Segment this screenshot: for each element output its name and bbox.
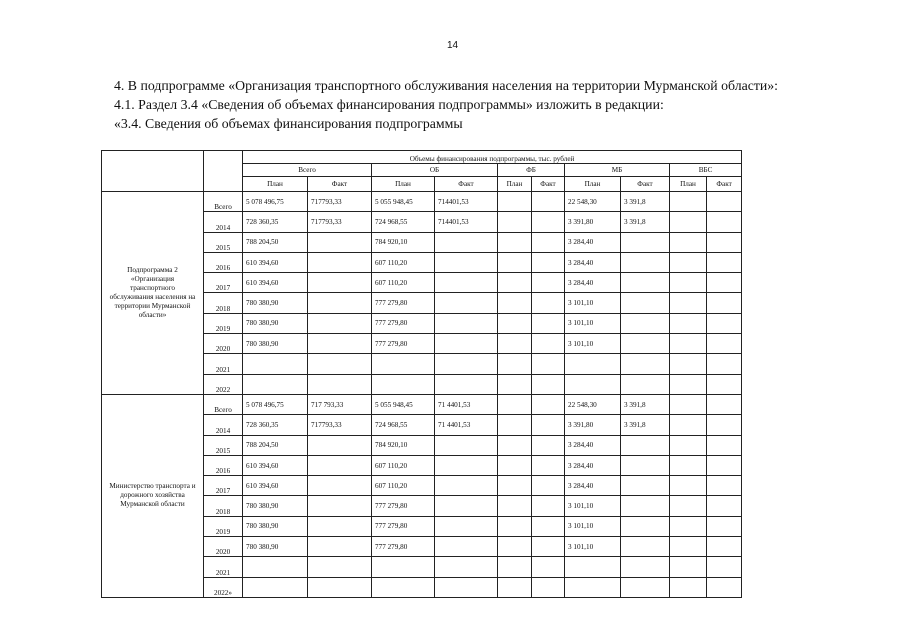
value-cell: 717 793,33	[308, 394, 372, 414]
value-cell: 3 101,10	[565, 293, 621, 313]
value-cell	[532, 232, 565, 252]
value-cell: 714401,53	[435, 192, 498, 212]
year-cell: 2016	[204, 455, 243, 475]
value-cell: 3 391,8	[621, 394, 670, 414]
value-cell	[498, 394, 532, 414]
header-corner	[102, 151, 204, 192]
value-cell: 717793,33	[308, 212, 372, 232]
value-cell	[670, 252, 707, 272]
value-cell	[565, 577, 621, 597]
value-cell	[670, 455, 707, 475]
value-cell: 3 391,80	[565, 212, 621, 232]
value-cell: 71 4401,53	[435, 394, 498, 414]
value-cell	[498, 415, 532, 435]
value-cell	[532, 192, 565, 212]
value-cell	[621, 516, 670, 536]
value-cell	[532, 577, 565, 597]
value-cell	[435, 313, 498, 333]
header-group-total: Всего	[243, 164, 372, 177]
value-cell	[435, 374, 498, 394]
value-cell	[532, 354, 565, 374]
value-cell: 714401,53	[435, 212, 498, 232]
value-cell: 777 279,80	[372, 313, 435, 333]
value-cell	[435, 516, 498, 536]
value-cell: 3 391,80	[565, 415, 621, 435]
intro-text	[114, 76, 874, 133]
value-cell	[435, 273, 498, 293]
value-cell	[621, 252, 670, 272]
value-cell	[532, 334, 565, 354]
value-cell	[498, 557, 532, 577]
value-cell	[670, 293, 707, 313]
year-cell: 2017	[204, 476, 243, 496]
value-cell: 784 920,10	[372, 232, 435, 252]
header-group-ob: ОБ	[372, 164, 498, 177]
value-cell	[308, 476, 372, 496]
value-cell	[621, 273, 670, 293]
value-cell	[621, 496, 670, 516]
value-cell	[621, 455, 670, 475]
value-cell	[707, 252, 742, 272]
value-cell	[308, 334, 372, 354]
value-cell	[308, 293, 372, 313]
value-cell	[308, 577, 372, 597]
value-cell	[621, 232, 670, 252]
value-cell	[707, 394, 742, 414]
value-cell	[308, 354, 372, 374]
year-cell: Всего	[204, 394, 243, 414]
intro-line-1: 4. В подпрограмме «Организация транспортного обслуживания населения на территории Мурманской области»:	[114, 78, 778, 93]
value-cell	[532, 557, 565, 577]
value-cell	[532, 435, 565, 455]
value-cell	[707, 212, 742, 232]
value-cell	[532, 293, 565, 313]
header-row-main	[102, 151, 742, 164]
value-cell	[498, 455, 532, 475]
value-cell	[707, 516, 742, 536]
value-cell	[435, 476, 498, 496]
value-cell: 780 380,90	[243, 334, 308, 354]
value-cell: 780 380,90	[243, 537, 308, 557]
value-cell: 724 968,55	[372, 212, 435, 232]
header-plan: План	[372, 177, 435, 192]
value-cell	[532, 415, 565, 435]
year-cell: 2018	[204, 496, 243, 516]
header-fact: Факт	[308, 177, 372, 192]
value-cell	[243, 557, 308, 577]
value-cell	[308, 516, 372, 536]
value-cell	[670, 212, 707, 232]
value-cell	[670, 496, 707, 516]
value-cell	[707, 273, 742, 293]
year-cell: 2020	[204, 334, 243, 354]
value-cell: 71 4401,53	[435, 415, 498, 435]
value-cell	[532, 516, 565, 536]
value-cell	[498, 354, 532, 374]
value-cell	[532, 313, 565, 333]
value-cell	[670, 476, 707, 496]
year-cell: 2018	[204, 293, 243, 313]
value-cell: 3 284,40	[565, 232, 621, 252]
value-cell: 3 101,10	[565, 334, 621, 354]
value-cell	[532, 252, 565, 272]
value-cell: 3 391,8	[621, 192, 670, 212]
year-cell: 2020	[204, 537, 243, 557]
value-cell	[308, 557, 372, 577]
header-group-mb: МБ	[565, 164, 670, 177]
value-cell	[498, 476, 532, 496]
value-cell	[621, 293, 670, 313]
year-cell: 2016	[204, 252, 243, 272]
value-cell	[621, 354, 670, 374]
year-cell: 2021	[204, 557, 243, 577]
value-cell	[621, 537, 670, 557]
value-cell	[532, 496, 565, 516]
value-cell: 788 204,50	[243, 232, 308, 252]
header-group-fb: ФБ	[498, 164, 565, 177]
header-plan: План	[565, 177, 621, 192]
value-cell	[670, 516, 707, 536]
value-cell	[308, 374, 372, 394]
value-cell	[498, 293, 532, 313]
value-cell	[707, 476, 742, 496]
year-cell: 2015	[204, 435, 243, 455]
value-cell	[670, 354, 707, 374]
value-cell	[498, 516, 532, 536]
value-cell	[308, 273, 372, 293]
value-cell	[707, 232, 742, 252]
value-cell	[670, 394, 707, 414]
value-cell	[372, 374, 435, 394]
header-plan: План	[670, 177, 707, 192]
value-cell: 3 101,10	[565, 516, 621, 536]
value-cell	[621, 557, 670, 577]
value-cell	[308, 232, 372, 252]
value-cell: 3 391,8	[621, 415, 670, 435]
header-plan: План	[243, 177, 308, 192]
value-cell	[243, 354, 308, 374]
header-plan: План	[498, 177, 532, 192]
value-cell	[372, 577, 435, 597]
value-cell	[308, 455, 372, 475]
value-cell	[707, 374, 742, 394]
value-cell: 3 284,40	[565, 455, 621, 475]
value-cell: 717793,33	[308, 192, 372, 212]
value-cell	[308, 313, 372, 333]
value-cell: 777 279,80	[372, 293, 435, 313]
value-cell	[532, 374, 565, 394]
value-cell	[565, 354, 621, 374]
value-cell: 610 394,60	[243, 476, 308, 496]
value-cell: 22 548,30	[565, 394, 621, 414]
value-cell	[707, 293, 742, 313]
value-cell: 724 968,55	[372, 415, 435, 435]
value-cell	[670, 557, 707, 577]
value-cell: 3 284,40	[565, 252, 621, 272]
value-cell: 3 284,40	[565, 476, 621, 496]
value-cell: 777 279,80	[372, 537, 435, 557]
header-group-vbs: ВБС	[670, 164, 742, 177]
value-cell	[707, 496, 742, 516]
value-cell	[435, 577, 498, 597]
section-label: Подпрограмма 2 «Организация транспортного обслуживания населения на территории Мурманской области»	[102, 192, 204, 395]
value-cell: 607 110,20	[372, 476, 435, 496]
value-cell	[498, 537, 532, 557]
value-cell	[372, 354, 435, 374]
value-cell	[565, 557, 621, 577]
value-cell	[308, 496, 372, 516]
value-cell	[308, 537, 372, 557]
section-label: Министерство транспорта и дорожного хозяйства Мурманской области	[102, 394, 204, 597]
year-cell: 2019	[204, 516, 243, 536]
value-cell	[670, 232, 707, 252]
value-cell	[670, 192, 707, 212]
value-cell: 5 055 948,45	[372, 394, 435, 414]
value-cell	[670, 435, 707, 455]
value-cell	[435, 252, 498, 272]
value-cell	[498, 252, 532, 272]
value-cell	[670, 273, 707, 293]
value-cell	[435, 354, 498, 374]
value-cell	[435, 435, 498, 455]
value-cell: 5 055 948,45	[372, 192, 435, 212]
value-cell	[308, 435, 372, 455]
year-cell: Всего	[204, 192, 243, 212]
value-cell: 780 380,90	[243, 313, 308, 333]
header-fact: Факт	[707, 177, 742, 192]
value-cell	[670, 537, 707, 557]
value-cell: 777 279,80	[372, 516, 435, 536]
header-year-corner	[204, 151, 243, 192]
value-cell: 777 279,80	[372, 334, 435, 354]
value-cell: 22 548,30	[565, 192, 621, 212]
intro-line-3: «3.4. Сведения об объемах финансирования подпрограммы	[114, 116, 463, 131]
value-cell	[532, 537, 565, 557]
value-cell	[707, 435, 742, 455]
value-cell	[498, 577, 532, 597]
value-cell	[498, 273, 532, 293]
year-cell: 2015	[204, 232, 243, 252]
year-cell: 2014	[204, 212, 243, 232]
value-cell	[707, 557, 742, 577]
value-cell	[707, 334, 742, 354]
header-fact: Факт	[621, 177, 670, 192]
intro-line-2: 4.1. Раздел 3.4 «Сведения об объемах финансирования подпрограммы» изложить в редакции:	[114, 97, 664, 112]
value-cell	[435, 496, 498, 516]
value-cell: 610 394,60	[243, 455, 308, 475]
value-cell	[707, 415, 742, 435]
header-fact: Факт	[435, 177, 498, 192]
page-number: 14	[446, 40, 459, 51]
value-cell: 777 279,80	[372, 496, 435, 516]
value-cell	[532, 455, 565, 475]
value-cell	[435, 334, 498, 354]
year-cell: 2022»	[204, 577, 243, 597]
value-cell	[435, 232, 498, 252]
value-cell: 3 101,10	[565, 313, 621, 333]
value-cell	[565, 374, 621, 394]
value-cell: 3 101,10	[565, 537, 621, 557]
value-cell	[670, 334, 707, 354]
value-cell	[707, 192, 742, 212]
value-cell: 728 360,35	[243, 415, 308, 435]
value-cell: 717793,33	[308, 415, 372, 435]
value-cell	[532, 212, 565, 232]
value-cell	[621, 577, 670, 597]
financing-table	[101, 150, 742, 598]
table-row	[102, 394, 742, 414]
year-cell: 2017	[204, 273, 243, 293]
value-cell: 607 110,20	[372, 273, 435, 293]
value-cell: 5 078 496,75	[243, 192, 308, 212]
value-cell	[498, 496, 532, 516]
value-cell: 780 380,90	[243, 293, 308, 313]
value-cell	[707, 313, 742, 333]
value-cell	[707, 537, 742, 557]
value-cell: 3 284,40	[565, 435, 621, 455]
value-cell: 5 078 496,75	[243, 394, 308, 414]
value-cell: 3 391,8	[621, 212, 670, 232]
value-cell	[498, 232, 532, 252]
value-cell	[435, 455, 498, 475]
value-cell: 788 204,50	[243, 435, 308, 455]
value-cell	[498, 435, 532, 455]
value-cell: 728 360,35	[243, 212, 308, 232]
value-cell	[621, 435, 670, 455]
value-cell	[308, 252, 372, 272]
value-cell	[707, 455, 742, 475]
value-cell	[670, 415, 707, 435]
value-cell: 607 110,20	[372, 455, 435, 475]
value-cell	[498, 334, 532, 354]
year-cell: 2019	[204, 313, 243, 333]
value-cell	[621, 374, 670, 394]
value-cell	[707, 354, 742, 374]
value-cell: 610 394,60	[243, 273, 308, 293]
value-cell	[670, 577, 707, 597]
value-cell	[498, 192, 532, 212]
value-cell: 780 380,90	[243, 516, 308, 536]
value-cell	[435, 293, 498, 313]
value-cell	[498, 374, 532, 394]
value-cell	[532, 476, 565, 496]
value-cell: 780 380,90	[243, 496, 308, 516]
value-cell	[707, 577, 742, 597]
value-cell	[243, 577, 308, 597]
value-cell	[670, 313, 707, 333]
value-cell	[532, 394, 565, 414]
value-cell	[670, 374, 707, 394]
header-main: Объемы финансирования подпрограммы, тыс. рублей	[243, 151, 742, 164]
value-cell	[372, 557, 435, 577]
year-cell: 2014	[204, 415, 243, 435]
value-cell	[621, 313, 670, 333]
table-row	[102, 192, 742, 212]
value-cell: 3 284,40	[565, 273, 621, 293]
year-cell: 2021	[204, 354, 243, 374]
value-cell	[435, 557, 498, 577]
value-cell	[498, 313, 532, 333]
value-cell: 607 110,20	[372, 252, 435, 272]
value-cell	[435, 537, 498, 557]
header-fact: Факт	[532, 177, 565, 192]
value-cell: 784 920,10	[372, 435, 435, 455]
year-cell: 2022	[204, 374, 243, 394]
value-cell: 610 394,60	[243, 252, 308, 272]
value-cell	[621, 476, 670, 496]
value-cell	[498, 212, 532, 232]
value-cell	[532, 273, 565, 293]
value-cell	[243, 374, 308, 394]
value-cell	[621, 334, 670, 354]
value-cell: 3 101,10	[565, 496, 621, 516]
